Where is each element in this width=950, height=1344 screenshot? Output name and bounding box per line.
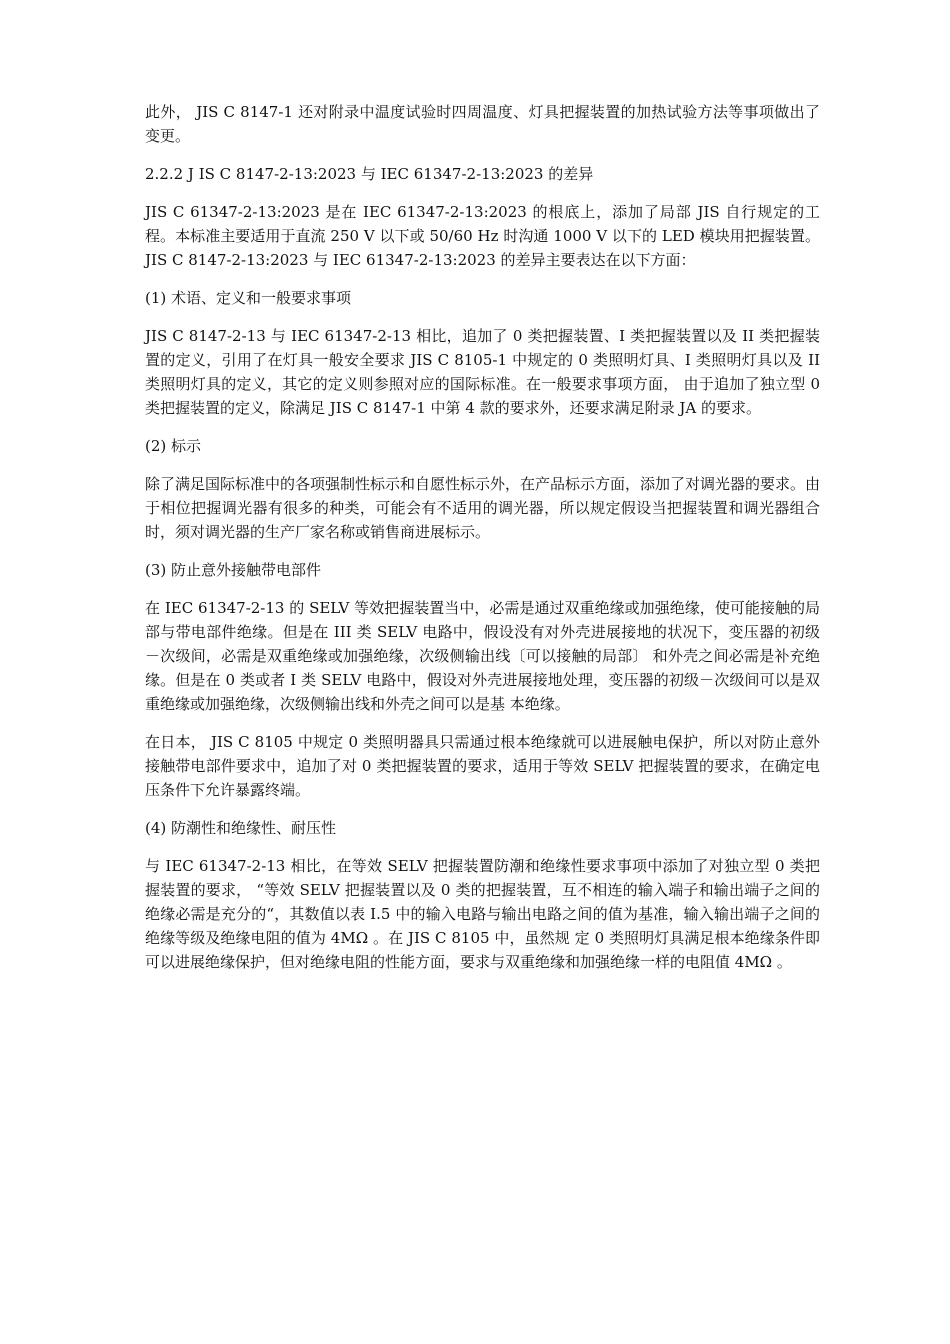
section-heading-2-2-2: 2.2.2 J IS C 8147-2-13:2023 与 IEC 61347-2-13:2023 的差异: [145, 165, 594, 183]
paragraph-protection-japan: 在日本， JIS C 8105 中规定 0 类照明器具只需通过根本绝缘就可以进展触电保护，所以对防止意外接触带电部件要求中，追加了对 0 类把握装置的要求，适用于等效 SELV 把握装置的要求，在确定电压条件下允许暴露终端。: [145, 733, 820, 799]
document-body: [145, 100, 820, 988]
subheading-marking: (2) 标示: [145, 437, 202, 455]
paragraph-standard-overview: JIS C 61347-2-13:2023 是在 IEC 61347-2-13:2023 的根底上，添加了局部 JIS 自行规定的工程。本标准主要适用于直流 250 V 以下或 50/60 Hz 时沟通 1000 V 以下的 LED 模块用把握装置。JIS C 8147-2-13:2023 与 IEC 61347-2-13:2023 的差异主要表达在以下方面：: [145, 203, 820, 269]
subheading-protection-live-parts: (3) 防止意外接触带电部件: [145, 561, 322, 579]
paragraph-marking: 除了满足国际标准中的各项强制性标示和自愿性标示外，在产品标示方面，添加了对调光器的要求。由于相位把握调光器有很多的种类，可能会有不适用的调光器，所以规定假设当把握装置和调光器组合时，须对调光器的生产厂家名称或销售商进展标示。: [145, 475, 821, 541]
subheading-terms-definitions: (1) 术语、定义和一般要求事项: [145, 289, 352, 307]
paragraph-intro: 此外， JIS C 8147-1 还对附录中温度试验时四周温度、灯具把握装置的加热试验方法等事项做出了变更。: [145, 103, 820, 145]
subheading-moisture-insulation: (4) 防潮性和绝缘性、耐压性: [145, 819, 337, 837]
paragraph-moisture-insulation: 与 IEC 61347-2-13 相比，在等效 SELV 把握装置防潮和绝缘性要求事项中添加了对独立型 0 类把握装置的要求， “等效 SELV 把握装置以及 0 类的把握装置，互不相连的输入端子和输出端子之间的绝缘必需是充分的“，其数值以表 I.5 中的输入电路与输出电路之间的值为基准，输入输出端子之间的绝缘等级及绝缘电阻的值为 4MΩ 。在 JIS C 8105 中，虽然规 定 0 类照明灯具满足根本绝缘条件即可以进展绝缘保护，但对绝缘电阻的性能方面，要求与双重绝缘和加强绝缘一样的电阻值 4MΩ 。: [145, 857, 820, 971]
paragraph-terms-definitions: JIS C 8147-2-13 与 IEC 61347-2-13 相比，追加了 0 类把握装置、I 类把握装置以及 II 类把握装置的定义，引用了在灯具一般安全要求 JIS C 8105-1 中规定的 0 类照明灯具、I 类照明灯具以及 II 类照明灯具的定义，其它的定义则参照对应的国际标准。在一般要求事项方面， 由于追加了独立型 0 类把握装置的定义，除满足 JIS C 8147-1 中第 4 款的要求外，还要求满足附录 JA 的要求。: [145, 327, 820, 417]
paragraph-protection-selv: 在 IEC 61347-2-13 的 SELV 等效把握装置当中，必需是通过双重绝缘或加强绝缘，使可能接触的局部与带电部件绝缘。但是在 III 类 SELV 电路中，假设没有对外壳进展接地的状况下，变压器的初级－次级间，必需是双重绝缘或加强绝缘，次级侧输出线〔可以接触的局部〕 和外壳之间必需是补充绝缘。但是在 0 类或者 I 类 SELV 电路中，假设对外壳进展接地处理，变压器的初级－次级间可以是双重绝缘或加强绝缘，次级侧输出线和外壳之间可以是基 本绝缘。: [145, 599, 820, 713]
